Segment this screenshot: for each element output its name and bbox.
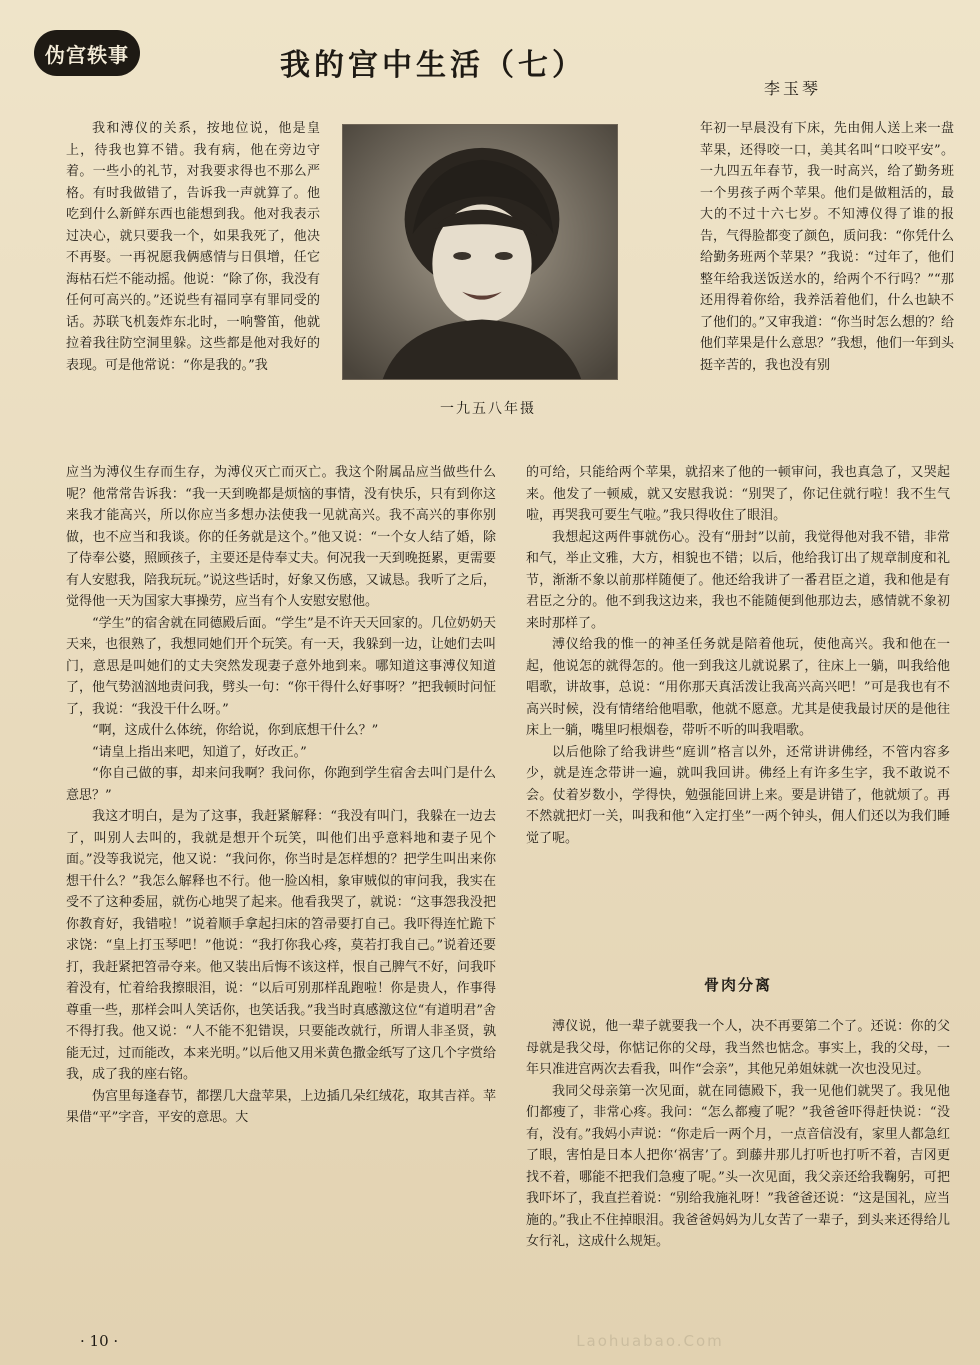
left-main-column [66, 462, 496, 1322]
paragraph: 我同父母亲第一次见面，就在同德殿下，我一见他们就哭了。我见他们都瘦了，非常心疼。我问：“怎么都瘦了呢？”我爸爸吓得赶快说：“没有，没有。”我妈小声说：“你走后一两个月，一点音信没有，家里人都急红了眼，害怕是日本人把你‘祸害’了。到藤井那儿打听也打听不着，吉冈更找不着，哪能不把我们急瘦了呢。”头一次见面，我父亲还给我鞠躬，可把我吓坏了，我直拦着说：“别给我施礼呀！”我爸爸还说：“这是国礼，应当施的。”我止不住掉眼泪。我爸爸妈妈为儿女苦了一辈子，到头来还得给儿女行礼，这成什么规矩。 [526, 1083, 950, 1249]
section-heading: 骨肉分离 [703, 976, 772, 994]
paragraph: “啊，这成什么体统，你给说，你到底想干什么？” [92, 723, 379, 738]
paragraph: “你自己做的事，却来问我啊？我问你，你跑到学生宿舍去叫门是什么意思？” [66, 766, 496, 803]
page-number: · 10 · [80, 1332, 119, 1350]
left-top-column [66, 118, 320, 462]
paragraph: 伪宫里每逢春节，都摆几大盘苹果，上边插几朵红绒花，取其吉祥。苹果借“平”字音，平安的意思。大 [66, 1088, 496, 1125]
portrait-photo [342, 124, 618, 380]
paragraph: “学生”的宿舍就在同德殿后面。“学生”是不许天天回家的。几位奶奶天天来，也很熟了，我想同她们开个玩笑。有一天，我躲到一边，让她们去叫门，意思是叫她们的丈夫突然发现妻子意外地到来。哪知道这事溥仪知道了，他气势汹汹地责问我，劈头一句：“你干得什么好事呀？”把我顿时问怔了，我说：“我没干什么呀。” [66, 615, 496, 717]
portrait-illustration [343, 125, 617, 379]
paragraph: 溥仪说，他一辈子就要我一个人，决不再要第二个了。还说：你的父母就是我父母，你惦记你的父母，我当然也惦念。事实上，我的父母，一年只准进宫两次去看我，叫作“会亲”，其他兄弟姐妹就一次也没见过。 [526, 1019, 950, 1077]
paragraph: 我和溥仪的关系，按地位说，他是皇上，待我也算不错。我有病，他在旁边守着。一些小的礼节，对我要求得也不那么严格。有时我做错了，告诉我一声就算了。他吃到什么新鲜东西也能想到我。他对我表示过决心，就只要我一个，如果我死了，他决不再娶。一再祝愿我俩感情与日俱增，任它海枯石烂不能动摇。他说：“除了你，我没有任何可高兴的。”还说些有福同享有罪同受的话。苏联飞机轰炸东北时，一响警笛，他就拉着我往防空洞里躲。这些都是他对我好的表现。可是他常说：“你是我的。”我 [66, 121, 320, 373]
column-badge: 伪宫轶事 [34, 30, 140, 76]
article-title: 我的宫中生活（七） [280, 48, 586, 83]
paragraph: 应当为溥仪生存而生存，为溥仪灭亡而灭亡。我这个附属品应当做些什么呢？他常常告诉我：“我一天到晚都是烦恼的事情，没有快乐，只有到你这来我才能高兴，所以你应当多想办法使我一见就高兴。我不高兴的事你别做，也不应当和我谈。你的任务就是这个。”他又说：“一个女人结了婚，除了侍奉公婆，照顾孩子，主要还是侍奉丈夫。何况我一天到晚挺累，更需要有人安慰我，陪我玩玩。”说这些话时，好象又伤感，又诚恳。我听了之后，觉得他一天为国家大事操劳，应当有个人安慰安慰他。 [66, 465, 496, 609]
paragraph: 我想起这两件事就伤心。没有“册封”以前，我觉得他对我不错，非常和气，举止文雅，大方，相貌也不错；以后，他给我订出了规章制度和礼节，渐渐不象以前那样随便了。他还给我讲了一番君臣之道，我和他是有君臣之分的。他不到我这边来，我也不能随便到他那边去，感情就不象初来时那样了。 [526, 529, 950, 631]
paragraph: 以后他除了给我讲些“庭训”格言以外，还常讲讲佛经，不管内容多少，就是连念带讲一遍，就叫我回讲。佛经上有许多生字，我不敢说不会。仗着岁数小，学得快，勉强能回讲上来。要是讲错了，他就烦了。再不然就把灯一关，叫我和他“入定打坐”一两个钟头，佣人们还以为我们睡觉了呢。 [526, 744, 950, 846]
watermark: Laohuabao.Com [576, 1332, 724, 1350]
photo-caption: 一九五八年摄 [440, 401, 536, 417]
paragraph: 年初一早晨没有下床，先由佣人送上来一盘苹果，还得咬一口，美其名叫“口咬平安”。一九四五年春节，我一时高兴，给了勤务班一个男孩子两个苹果。他们是做粗活的，最大的不过十六七岁。不知溥仪得了谁的报告，气得脸都变了颜色，质问我：“你凭什么给勤务班两个苹果？”我说：“过年了，他们整年给我送饭送水的，给两个不行吗？”“那还用得着你给，我养活着他们，什么也缺不了他们的。”又审我道：“你当时怎么想的？给他们苹果是什么意思？”我想，他们一年到头挺辛苦的，我也没有别 [700, 121, 954, 373]
paragraph: “请皇上指出来吧，知道了，好改正。” [92, 744, 307, 760]
author-name: 李玉琴 [764, 79, 822, 98]
right-top-column [700, 118, 954, 462]
paragraph: 溥仪给我的惟一的神圣任务就是陪着他玩，使他高兴。我和他在一起，他说怎的就得怎的。他一到我这儿就说累了，往床上一躺，叫我给他唱歌，讲故事，总说：“用你那天真活泼让我高兴高兴吧！”可是我也有不高兴时候，没有情绪给他唱歌，他就不愿意。尤其是使我最讨厌的是他往床上一躺，嘴里叼根烟卷，带听不听的叫我唱歌。 [526, 637, 950, 738]
paragraph: 的可给，只能给两个苹果，就招来了他的一顿审问，我也真急了，又哭起来。他发了一顿威，就又安慰我说：“别哭了，你记住就行啦！我不生气啦，再哭我可要生气啦。”我只得收住了眼泪。 [526, 465, 950, 523]
right-bottom-column [526, 1016, 950, 1316]
paragraph: 我这才明白，是为了这事，我赶紧解释：“我没有叫门，我躲在一边去了，叫别人去叫的，我就是想开个玩笑，叫他们出乎意料地和妻子见个面。”没等我说完，他又说：“我问你，你当时是怎样想的？把学生叫出来你想干什么？”我怎么解释也不行。他一脸凶相，象审贼似的审问我，我实在受不了这种委屈，就伤心地哭了起来。他看我哭了，就说：“这事怨我没把你教育好，我错啦！”说着顺手拿起扫床的笤帚要打自己。我吓得连忙跪下求饶：“皇上打玉琴吧！”他说：“我打你我心疼，莫若打我自己。”说着还要打，我赶紧把笤帚夺来。他又装出后悔不该这样，恨自己脾气不好，问我吓着没有，忙着给我擦眼泪，说：“以后可别那样乱跑啦！你是贵人，作事得尊重一些，那样会叫人笑话你，也笑话我。”我当时真感激这位“有道明君”舍不得打我。他又说：“人不能不犯错误，只要能改就行，所谓人非圣贤，孰能无过，过而能改，本来光明。”以后他又用米黄色撒金纸写了这几个字赏给我，成了我的座右铭。 [66, 809, 496, 1082]
right-main-column [526, 462, 950, 952]
